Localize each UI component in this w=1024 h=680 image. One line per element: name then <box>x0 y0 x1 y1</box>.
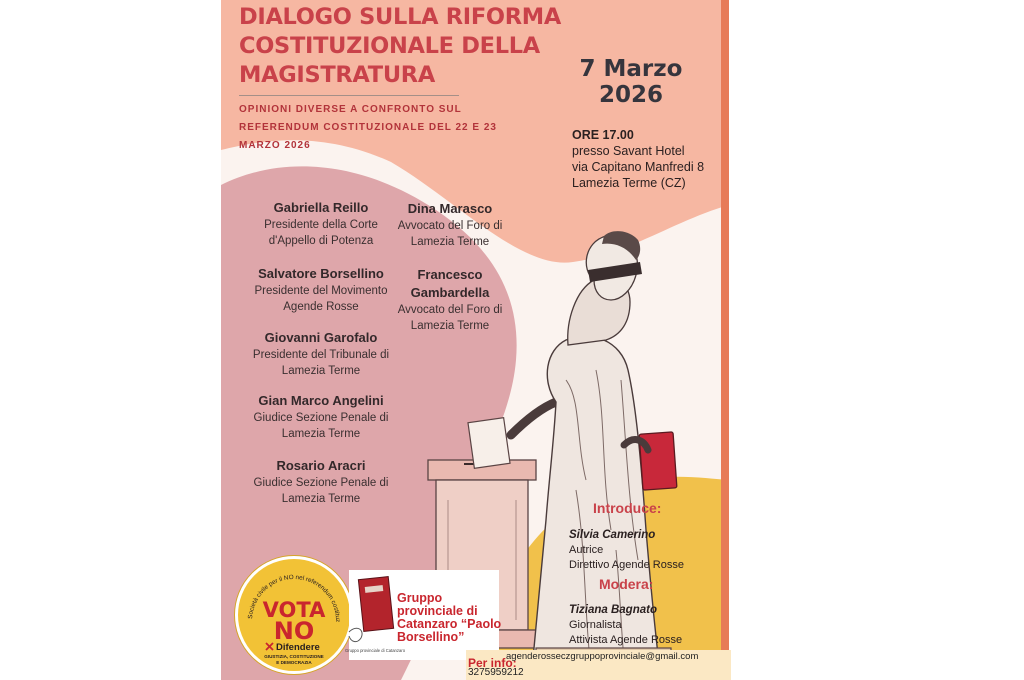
contact-phone[interactable]: 3275959212 <box>468 667 524 678</box>
speaker-role: Giudice Sezione Penale di Lamezia Terme <box>253 412 389 440</box>
logo-vota-text: VOTA <box>262 598 326 622</box>
speaker-name: Francesco Gambardella <box>410 267 490 300</box>
contact-email[interactable]: agenderosseczgruppoprovinciale@gmail.com <box>506 651 699 662</box>
speaker-name: Gian Marco Angelini <box>258 393 384 408</box>
event-title: DIALOGO SULLA RIFORMA COSTITUZIONALE DELLA MAGISTRATURA <box>239 4 561 88</box>
speaker-role: Avvocato del Foro di Lamezia Terme <box>397 304 503 332</box>
event-subtitle: OPINIONI DIVERSE A CONFRONTO SUL REFERENDUM COSTITUZIONALE DEL 22 E 23 MARZO 2026 <box>239 104 497 151</box>
speaker-role: Avvocato del Foro di Lamezia Terme <box>397 220 503 248</box>
logo-bottom-line-2: E DEMOCRAZIA <box>276 660 312 665</box>
event-poster <box>221 0 729 680</box>
group-name: Gruppo provinciale di Catanzaro “Paolo Borsellino” <box>397 591 502 644</box>
introduce-label: Introduce: <box>593 500 662 516</box>
logo-no-text: NO <box>273 617 315 645</box>
venue-line: via Capitano Manfredi 8 <box>572 160 705 174</box>
speaker-rosario-aracri <box>226 457 416 507</box>
logo-difendere-text: Difendere <box>276 642 320 653</box>
speaker-role: Presidente del Tribunale di Lamezia Terme <box>252 349 390 377</box>
agenda-book-icon <box>344 572 406 658</box>
venue-line: Lamezia Terme (CZ) <box>572 176 686 190</box>
speaker-giovanni-garofalo <box>226 329 416 379</box>
speaker-gian-marco-angelini <box>226 392 416 442</box>
event-time: ORE 17.00 <box>572 128 634 142</box>
speaker-name: Giovanni Garofalo <box>264 330 378 345</box>
book-caption: Gruppo provinciale di Catanzaro <box>344 648 406 653</box>
moderator <box>569 603 719 648</box>
info-label: Per info: <box>468 656 517 670</box>
moderator-name: Tiziana Bagnato <box>569 604 657 616</box>
speaker-name: Rosario Aracri <box>276 458 366 473</box>
speaker-dina-marasco <box>389 200 511 250</box>
moderator-role: Giornalista Attivista Agende Rosse <box>569 619 683 646</box>
speaker-name: Gabriella Reillo <box>273 200 369 215</box>
speaker-role: Giudice Sezione Penale di Lamezia Terme <box>253 477 389 505</box>
ballot-paper <box>468 418 510 469</box>
venue-line: presso Savant Hotel <box>572 144 685 158</box>
introducer-role: Autrice Direttivo Agende Rosse <box>569 544 684 571</box>
event-venue <box>572 127 732 191</box>
introducer <box>569 528 719 573</box>
speaker-francesco-gambardella <box>389 266 511 334</box>
speaker-salvatore-borsellino <box>226 265 416 315</box>
modera-label: Modera: <box>599 576 654 592</box>
speaker-name: Salvatore Borsellino <box>258 266 384 281</box>
logo-arc-text: Società civile per il NO nel referendum costituz <box>247 573 342 623</box>
speaker-name: Dina Marasco <box>407 201 493 216</box>
logo-bottom-line-1: GIUSTIZIA, COSTITUZIONE <box>264 654 324 659</box>
speaker-role: Presidente del Movimento Agende Rosse <box>254 285 388 313</box>
event-date: 7 Marzo 2026 <box>579 56 683 108</box>
title-divider <box>239 95 459 96</box>
introducer-name: Silvia Camerino <box>569 529 656 541</box>
speaker-gabriella-reillo <box>226 199 416 249</box>
vota-no-logo <box>235 556 353 674</box>
speaker-role: Presidente della Corte d'Appello di Potenza <box>264 219 378 247</box>
